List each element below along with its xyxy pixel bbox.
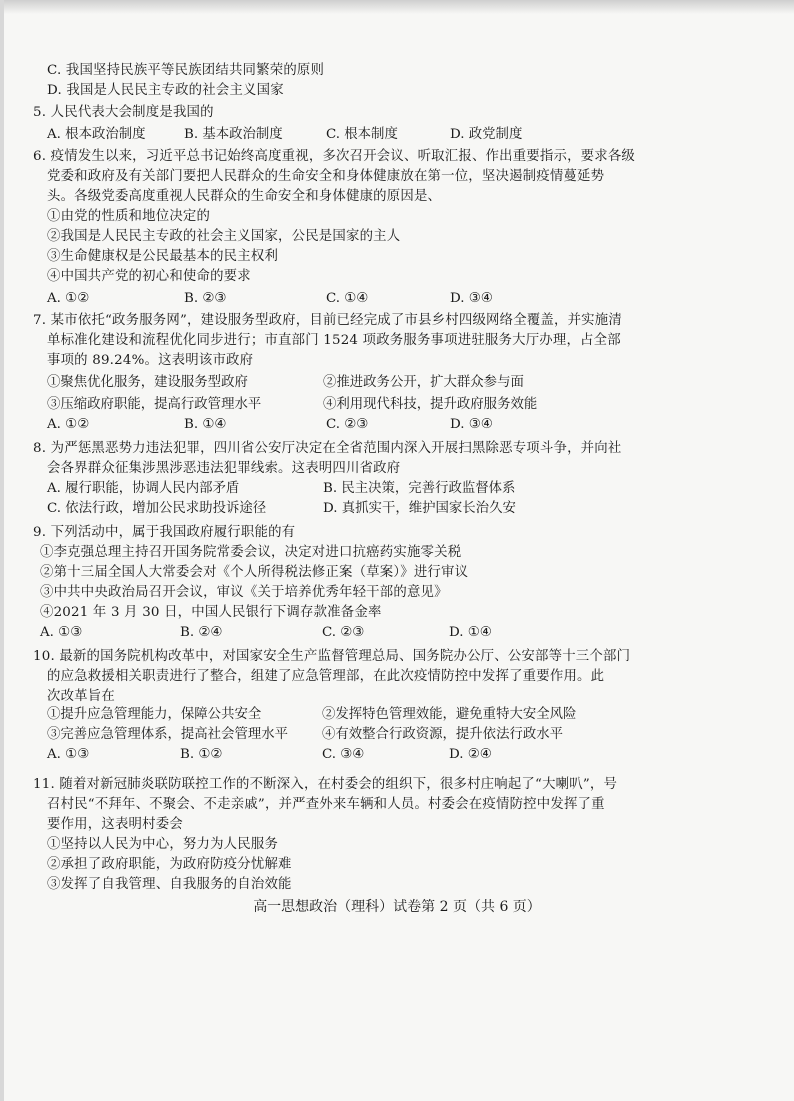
text-line: 党委和政府及有关部门要把人民群众的生命安全和身体健康放在第一位，坚决遏制疫情蔓延势 (47, 169, 605, 184)
answer-option: C. 根本制度 (326, 127, 398, 142)
answer-option: C. ②③ (322, 625, 365, 640)
text-line: ①由党的性质和地位决定的 (47, 209, 211, 224)
answer-option: ①提升应急管理能力，保障公共安全 (47, 707, 262, 722)
answer-option: D. 政党制度 (450, 127, 523, 142)
answer-option: ④有效整合行政资源，提升依法行政水平 (322, 727, 564, 742)
text-line: 6. 疫情发生以来，习近平总书记始终高度重视，多次召开会议、听取汇报、作出重要指示，要求各级 (33, 149, 636, 164)
text-line: 事项的 89.24%。这表明该市政府 (47, 353, 254, 368)
scan-shadow-left (0, 0, 4, 1101)
text-line: 单标准化建设和流程优化同步进行；市直部门 1524 项政务服务事项进驻服务大厅办理，占全部 (47, 333, 621, 348)
text-line: 7. 某市依托“政务服务网”，建设服务型政府，目前已经完成了市县乡村四级网络全覆盖，并实施清 (33, 313, 622, 328)
text-line: 会各界群众征集涉黑涉恶违法犯罪线索。这表明四川省政府 (47, 461, 401, 476)
answer-option: B. 民主决策，完善行政监督体系 (323, 481, 516, 496)
answer-option: A. ①③ (40, 625, 83, 640)
answer-option: C. ②③ (326, 417, 369, 432)
answer-option: ②发挥特色管理效能，避免重特大安全风险 (322, 707, 577, 722)
text-line: 的应急救援相关职责进行了整合，组建了应急管理部，在此次疫情防控中发挥了重要作用。此 (47, 669, 605, 684)
answer-option: ①聚焦优化服务，建设服务型政府 (47, 375, 248, 390)
text-line: 8. 为严惩黑恶势力违法犯罪，四川省公安厅决定在全省范围内深入开展扫黑除恶专项斗争，并向社 (33, 441, 622, 456)
text-line: ④2021 年 3 月 30 日，中国人民银行下调存款准备金率 (40, 605, 382, 620)
answer-option: ②推进政务公开，扩大群众参与面 (323, 375, 524, 390)
text-line: ②承担了政府职能，为政府防疫分忧解难 (47, 857, 292, 872)
answer-option: B. ①④ (184, 417, 227, 432)
text-line: 召村民“不拜年、不聚会、不走亲戚”，并严查外来车辆和人员。村委会在疫情防控中发挥了重 (47, 797, 605, 812)
answer-option: D. ②④ (449, 747, 492, 762)
text-line: 要作用，这表明村委会 (47, 817, 183, 832)
answer-option: A. 根本政治制度 (47, 127, 146, 142)
answer-option: C. ①④ (326, 291, 369, 306)
text-line: ①李克强总理主持召开国务院常委会议，决定对进口抗癌药实施零关税 (40, 545, 462, 560)
text-line: 5. 人民代表大会制度是我国的 (33, 105, 214, 120)
answer-option: ③压缩政府职能，提高行政管理水平 (47, 397, 262, 412)
text-line: ③生命健康权是公民最基本的民主权利 (47, 249, 279, 264)
answer-option: A. ①② (47, 291, 90, 306)
scan-shadow-top (0, 0, 794, 14)
text-line: ②我国是人民民主专政的社会主义国家，公民是国家的主人 (47, 229, 401, 244)
text-line: ②第十三届全国人大常委会对《个人所得税法修正案（草案）》进行审议 (40, 565, 469, 580)
text-line: 11. 随着对新冠肺炎联防联控工作的不断深入，在村委会的组织下，很多村庄响起了“大喇叭”，号 (33, 777, 618, 792)
answer-option: ③完善应急管理体系，提高社会管理水平 (47, 727, 289, 742)
text-line: 9. 下列活动中，属于我国政府履行职能的有 (33, 525, 296, 540)
answer-option: ④利用现代科技，提升政府服务效能 (323, 397, 538, 412)
answer-option: D. 真抓实干，维护国家长治久安 (323, 501, 516, 516)
answer-option: D. ③④ (450, 291, 493, 306)
answer-option: B. ①② (180, 747, 223, 762)
text-line: D. 我国是人民民主专政的社会主义国家 (47, 83, 284, 98)
answer-option: A. ①③ (47, 747, 90, 762)
text-line: ④中国共产党的初心和使命的要求 (47, 269, 251, 284)
text-line: 10. 最新的国务院机构改革中，对国家安全生产监督管理总局、国务院办公厅、公安部等十三个部门 (33, 649, 631, 664)
answer-option: A. 履行职能，协调人民内部矛盾 (47, 481, 240, 496)
answer-option: B. ②④ (180, 625, 223, 640)
text-line: ①坚持以人民为中心，努力为人民服务 (47, 837, 279, 852)
answer-option: C. ③④ (322, 747, 365, 762)
text-line: ③发挥了自我管理、自我服务的自治效能 (47, 877, 292, 892)
text-line: 头。各级党委高度重视人民群众的生命安全和身体健康的原因是、 (47, 189, 442, 204)
answer-option: D. ①④ (449, 625, 492, 640)
text-line: 次改革旨在 (47, 689, 115, 704)
answer-option: B. 基本政治制度 (184, 127, 283, 142)
page-footer: 高一思想政治（理科）试卷第 2 页（共 6 页） (253, 899, 541, 915)
answer-option: B. ②③ (184, 291, 227, 306)
text-line: C. 我国坚持民族平等民族团结共同繁荣的原则 (47, 63, 325, 78)
answer-option: D. ③④ (450, 417, 493, 432)
answer-option: A. ①② (47, 417, 90, 432)
answer-option: C. 依法行政，增加公民求助投诉途径 (47, 501, 267, 516)
text-line: ③中共中央政治局召开会议，审议《关于培养优秀年轻干部的意见》 (40, 585, 448, 600)
